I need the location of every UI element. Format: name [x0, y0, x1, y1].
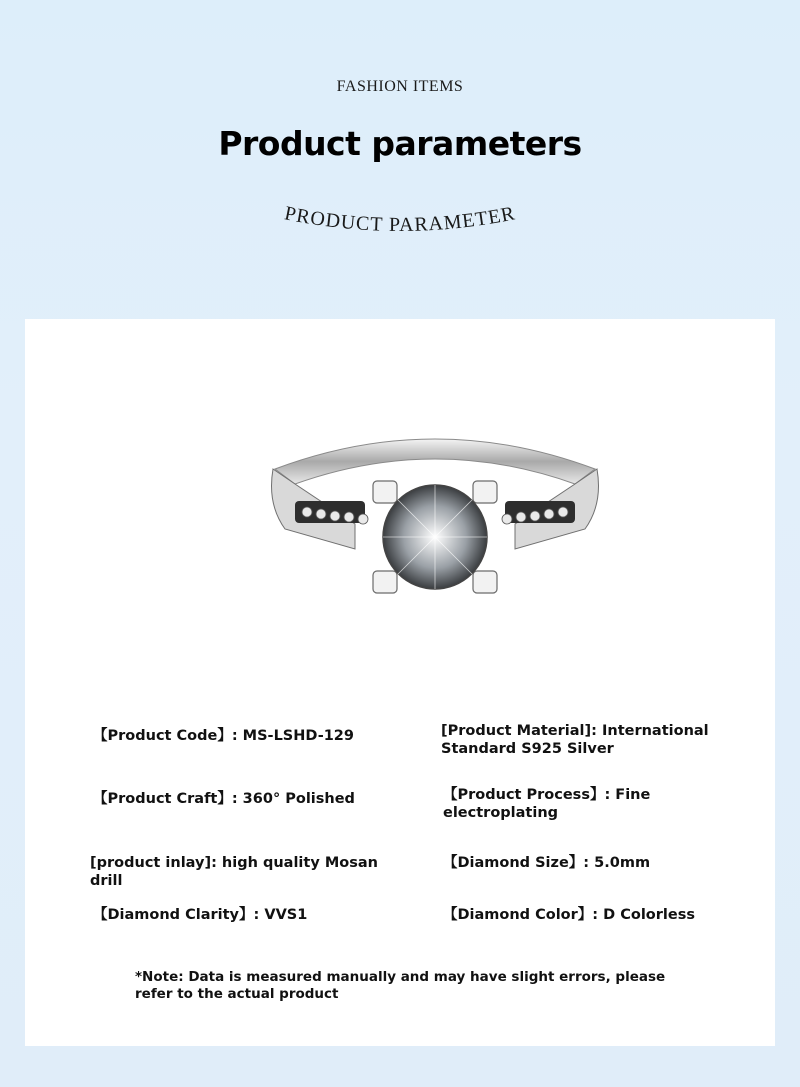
page-title: Product parameters — [218, 124, 582, 163]
param-product-code: 【Product Code】: MS-LSHD-129 — [93, 728, 354, 744]
param-diamond-color: 【Diamond Color】: D Colorless — [443, 907, 695, 923]
solitaire-ring-image — [245, 429, 625, 619]
kicker-text: FASHION ITEMS — [336, 78, 464, 95]
param-product-process: 【Product Process】: Fine electroplating — [443, 787, 651, 821]
param-product-material: [Product Material]: International Standard S925 Silver — [441, 723, 709, 757]
parameters-card — [25, 319, 775, 1046]
arched-subtitle — [250, 186, 550, 246]
disclaimer-note: *Note: Data is measured manually and may have slight errors, please refer to the actual product — [135, 969, 666, 1002]
param-diamond-size: 【Diamond Size】: 5.0mm — [443, 855, 651, 871]
subtitle-text: PRODUCT PARAMETER — [282, 202, 518, 237]
param-diamond-clarity: 【Diamond Clarity】: VVS1 — [93, 907, 308, 923]
param-product-craft: 【Product Craft】: 360° Polished — [93, 791, 355, 807]
param-product-inlay: [product inlay]: high quality Mosan drill — [90, 855, 378, 889]
